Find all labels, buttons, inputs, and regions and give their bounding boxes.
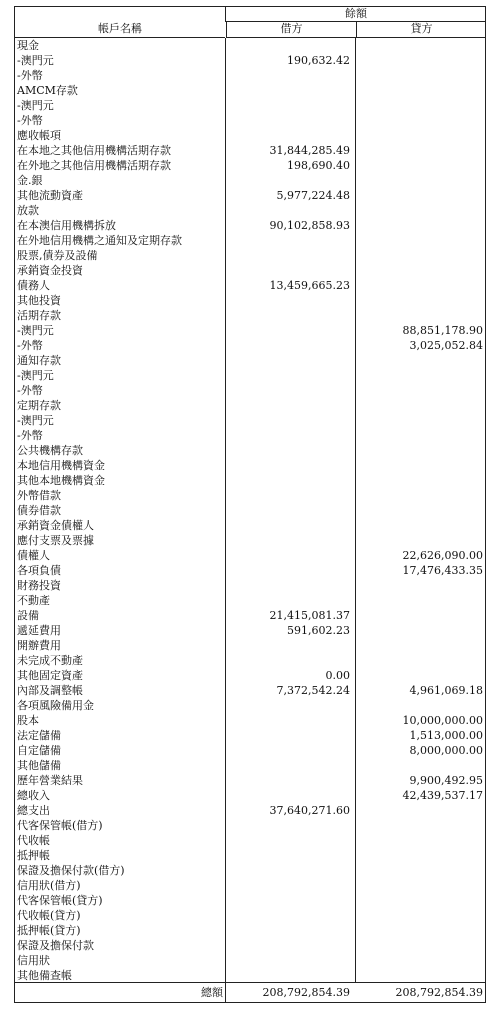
account-name: 其他儲備 — [17, 759, 61, 772]
account-name: 其他本地機構資金 — [17, 474, 105, 487]
account-name: 未完成不動產 — [17, 654, 83, 667]
account-name: 活期存款 — [17, 309, 61, 322]
table-row — [15, 773, 485, 788]
balance-header: 餘額 — [225, 7, 486, 22]
table-frame — [14, 6, 486, 1003]
table-row — [15, 188, 485, 203]
table-row — [15, 458, 485, 473]
table-row — [15, 743, 485, 758]
account-name: 歷年營業結果 — [17, 774, 83, 787]
credit-amount: 9,900,492.95 — [409, 774, 483, 787]
account-name: 在外地之其他信用機構活期存款 — [17, 159, 171, 172]
account-name: 自定儲備 — [17, 744, 61, 757]
account-name: 債權人 — [17, 549, 50, 562]
table-row — [15, 338, 485, 353]
account-name: 定期存款 — [17, 399, 61, 412]
account-name: 財務投資 — [17, 579, 61, 592]
table-row — [15, 323, 485, 338]
account-name: 公共機構存款 — [17, 444, 83, 457]
table-row — [15, 383, 485, 398]
table-row — [15, 878, 485, 893]
account-name: 股票,債券及設備 — [17, 249, 98, 262]
balance-sheet — [14, 6, 486, 1003]
table-row — [15, 443, 485, 458]
table-row — [15, 803, 485, 818]
table-row — [15, 863, 485, 878]
table-row — [15, 143, 485, 158]
account-name: 信用狀 — [17, 954, 50, 967]
table-row — [15, 398, 485, 413]
account-name: -澳門元 — [17, 369, 54, 382]
account-name: -外幣 — [17, 429, 43, 442]
table-row — [15, 158, 485, 173]
account-name: -外幣 — [17, 114, 43, 127]
credit-amount: 4,961,069.18 — [409, 684, 483, 697]
account-name: -澳門元 — [17, 99, 54, 112]
debit-amount: 190,632.42 — [287, 54, 350, 67]
table-row — [15, 788, 485, 803]
credit-amount: 17,476,433.35 — [402, 564, 483, 577]
table-row — [15, 218, 485, 233]
account-name: 在本澳信用機構拆放 — [17, 219, 116, 232]
credit-amount: 8,000,000.00 — [409, 744, 483, 757]
debit-amount: 90,102,858.93 — [269, 219, 350, 232]
table-row — [15, 563, 485, 578]
table-row — [15, 353, 485, 368]
table-row — [15, 548, 485, 563]
account-name: 在外地信用機構之通知及定期存款 — [17, 234, 182, 247]
table-row — [15, 968, 485, 983]
account-name: 現金 — [17, 39, 39, 52]
table-row — [15, 113, 485, 128]
table-row — [15, 473, 485, 488]
debit-amount: 0.00 — [325, 669, 350, 682]
debit-amount: 13,459,665.23 — [269, 279, 350, 292]
table-row — [15, 263, 485, 278]
table-row — [15, 68, 485, 83]
table-row — [15, 53, 485, 68]
table-row — [15, 698, 485, 713]
account-name: 金.銀 — [17, 174, 43, 187]
account-name: 代收帳 — [17, 834, 50, 847]
table-row — [15, 713, 485, 728]
account-name: 應收帳項 — [17, 129, 61, 142]
table-row — [15, 623, 485, 638]
account-name: 代客保管帳(貸方) — [17, 894, 103, 907]
table-row — [15, 488, 485, 503]
account-name: 債務人 — [17, 279, 50, 292]
table-row — [15, 38, 485, 53]
table-row — [15, 533, 485, 548]
table-row — [15, 413, 485, 428]
credit-amount: 3,025,052.84 — [409, 339, 483, 352]
account-name: 信用狀(借方) — [17, 879, 81, 892]
table-row — [15, 758, 485, 773]
table-row — [15, 608, 485, 623]
table-row — [15, 818, 485, 833]
account-name: 內部及調整帳 — [17, 684, 83, 697]
account-name: 保證及擔保付款 — [17, 939, 94, 952]
account-name: 開辦費用 — [17, 639, 61, 652]
account-name: 其他固定資產 — [17, 669, 83, 682]
credit-amount: 22,626,090.00 — [402, 549, 483, 562]
table-row — [15, 578, 485, 593]
table-row — [15, 128, 485, 143]
table-row — [15, 638, 485, 653]
table-row — [15, 593, 485, 608]
table-row — [15, 278, 485, 293]
account-name: 各項負債 — [17, 564, 61, 577]
table-row — [15, 83, 485, 98]
account-name-header: 帳戶名稱 — [15, 21, 225, 38]
account-name: 在本地之其他信用機構活期存款 — [17, 144, 171, 157]
debit-amount: 5,977,224.48 — [276, 189, 350, 202]
table-row — [15, 233, 485, 248]
table-row — [15, 98, 485, 113]
account-name: 不動產 — [17, 594, 50, 607]
account-name: 設備 — [17, 609, 39, 622]
table-row — [15, 503, 485, 518]
table-row — [15, 923, 485, 938]
total-debit: 208,792,854.39 — [262, 986, 350, 999]
account-name: 其他備查帳 — [17, 969, 72, 982]
account-name: -澳門元 — [17, 54, 54, 67]
table-row — [15, 308, 485, 323]
table-row — [15, 683, 485, 698]
credit-amount: 10,000,000.00 — [402, 714, 483, 727]
account-name: 法定儲備 — [17, 729, 61, 742]
debit-header: 借方 — [226, 21, 356, 38]
account-name: 股本 — [17, 714, 39, 727]
account-name: 本地信用機構資金 — [17, 459, 105, 472]
debit-amount: 37,640,271.60 — [269, 804, 350, 817]
total-label: 總額 — [201, 986, 223, 999]
debit-amount: 591,602.23 — [287, 624, 350, 637]
account-name: 代客保管帳(借方) — [17, 819, 103, 832]
table-row — [15, 653, 485, 668]
table-row — [15, 518, 485, 533]
table-row — [15, 833, 485, 848]
debit-amount: 31,844,285.49 — [269, 144, 350, 157]
debit-amount: 21,415,081.37 — [269, 609, 350, 622]
total-credit: 208,792,854.39 — [395, 986, 483, 999]
account-name: 放款 — [17, 204, 39, 217]
credit-amount: 42,439,537.17 — [402, 789, 483, 802]
account-name: 債券借款 — [17, 504, 61, 517]
table-row — [15, 668, 485, 683]
account-name: 應付支票及票據 — [17, 534, 94, 547]
account-name: 抵押帳(貸方) — [17, 924, 81, 937]
account-name: 代收帳(貸方) — [17, 909, 81, 922]
table-row — [15, 203, 485, 218]
table-row — [15, 938, 485, 953]
account-name: -外幣 — [17, 339, 43, 352]
account-name: 承銷資金投資 — [17, 264, 83, 277]
account-name: 保證及擔保付款(借方) — [17, 864, 125, 877]
account-name: AMCM存款 — [17, 84, 78, 97]
account-name: -外幣 — [17, 69, 43, 82]
account-name: 外幣借款 — [17, 489, 61, 502]
account-name: -澳門元 — [17, 324, 54, 337]
total-row — [15, 982, 485, 1002]
account-name: 各項風險備用金 — [17, 699, 94, 712]
table-row — [15, 728, 485, 743]
credit-amount: 88,851,178.90 — [402, 324, 483, 337]
account-name: 總收入 — [17, 789, 50, 802]
account-name: 抵押帳 — [17, 849, 50, 862]
table-row — [15, 293, 485, 308]
table-row — [15, 368, 485, 383]
credit-header: 貸方 — [356, 21, 486, 38]
table-row — [15, 173, 485, 188]
credit-amount: 1,513,000.00 — [409, 729, 483, 742]
table-row — [15, 248, 485, 263]
account-name: 其他投資 — [17, 294, 61, 307]
table-row — [15, 893, 485, 908]
account-name: 承銷資金債權人 — [17, 519, 94, 532]
account-name: 其他流動資產 — [17, 189, 83, 202]
table-row — [15, 953, 485, 968]
table-row — [15, 908, 485, 923]
account-name: 總支出 — [17, 804, 50, 817]
account-rows — [15, 38, 485, 983]
table-row — [15, 428, 485, 443]
debit-amount: 7,372,542.24 — [276, 684, 350, 697]
debit-amount: 198,690.40 — [287, 159, 350, 172]
table-row — [15, 848, 485, 863]
account-name: 通知存款 — [17, 354, 61, 367]
account-name: -外幣 — [17, 384, 43, 397]
account-name: -澳門元 — [17, 414, 54, 427]
account-name: 遞延費用 — [17, 624, 61, 637]
